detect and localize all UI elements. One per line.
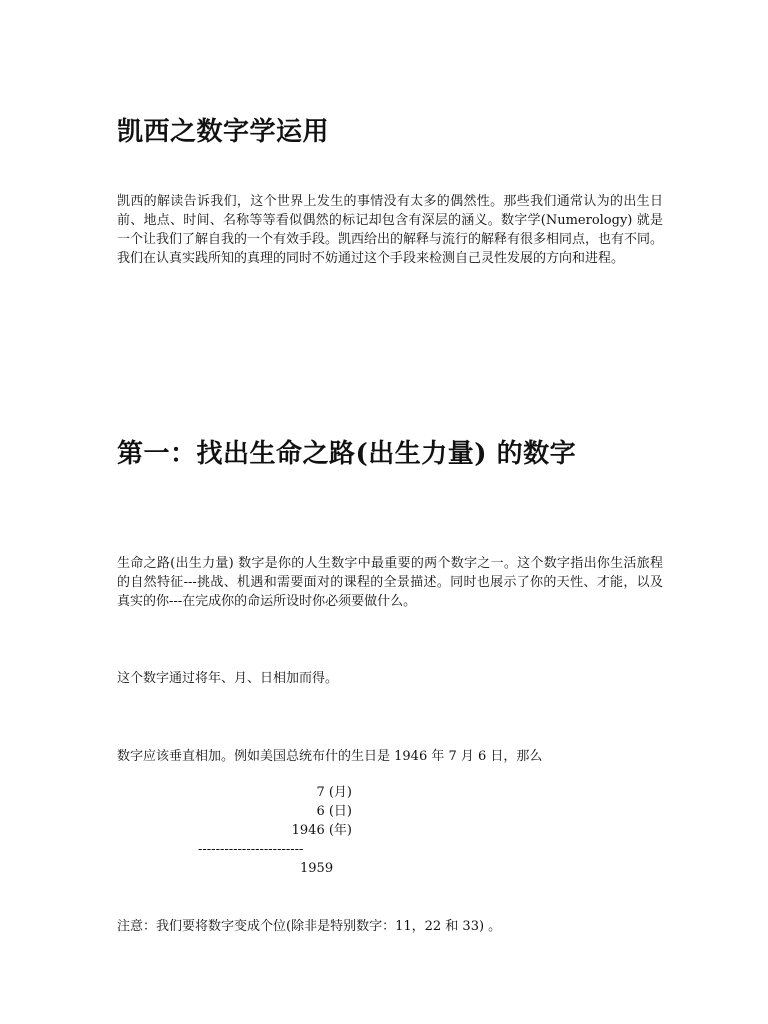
page-title: 凯西之数字学运用: [117, 117, 330, 147]
intro-paragraph: 凯西的解读告诉我们，这个世界上发生的事情没有太多的偶然性。那些我们通常认为的出生日前、地点、时间、名称等等看似偶然的标记却包含有深层的涵义。数字学(Numerology) 就是一个让我们了解自我的一个有效手段。凯西给出的解释与流行的解释有很多相同点，也有不同。我们在认真实践所知的真理的同时不妨通过这个手段来检测自己灵性发展的方向和进程。: [117, 194, 664, 266]
calc-separator: ------------------------: [198, 842, 304, 857]
life-path-paragraph: 生命之路(出生力量) 数字是你的人生数字中最重要的两个数字之一。这个数字指出你生活旅程的自然特征---挑战、机遇和需要面对的课程的全景描述。同时也展示了你的天性、才能，以及真实的你---在完成你的命运所设时你必须要做什么。: [117, 556, 663, 609]
calc-day: 6 (日): [316, 804, 352, 819]
section-heading-life-path: 第一：找出生命之路(出生力量) 的数字: [117, 439, 577, 469]
calc-year: 1946 (年): [291, 823, 352, 838]
calc-sum: 1959: [300, 861, 334, 876]
method-paragraph: 这个数字通过将年、月、日相加而得。: [117, 671, 339, 686]
note-paragraph: 注意：我们要将数字变成个位(除非是特别数字：11，22 和 33) 。: [117, 919, 502, 934]
calc-month: 7 (月): [316, 785, 352, 800]
example-paragraph: 数字应该垂直相加。例如美国总统布什的生日是 1946 年 7 月 6 日，那么: [117, 749, 543, 764]
